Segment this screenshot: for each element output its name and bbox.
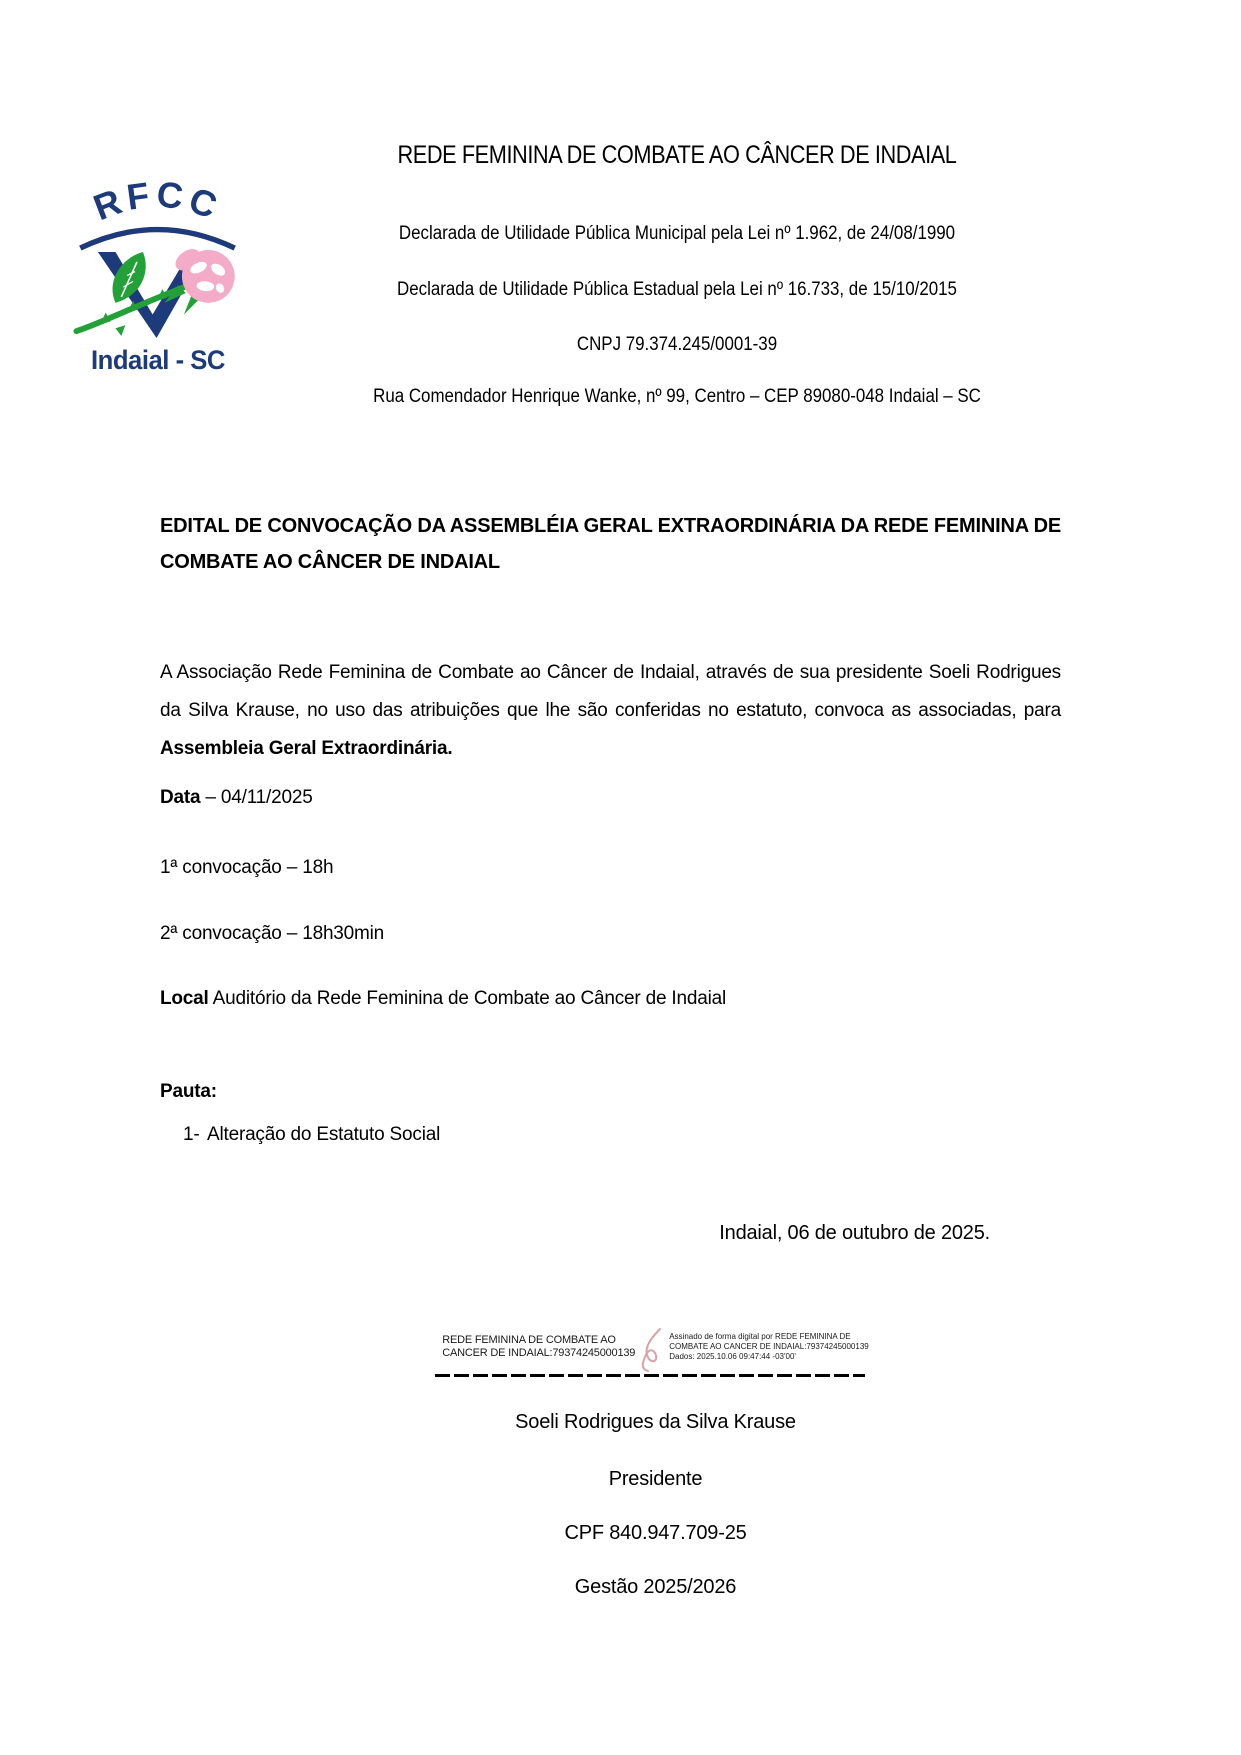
- first-call-line: 1ª convocação – 18h: [160, 857, 334, 878]
- digital-signature-stamp: [250, 1324, 1061, 1370]
- second-call-line: 2ª convocação – 18h30min: [160, 923, 385, 944]
- address-line: Rua Comendador Henrique Wanke, nº 99, Centro – CEP 89080-048 Indaial – SC: [373, 386, 981, 407]
- document-body: [160, 0, 1061, 1600]
- cnpj-line: CNPJ 79.374.245/0001-39: [576, 334, 778, 355]
- svg-text:RFCC: RFCC: [87, 173, 228, 229]
- certificate-name-line2: CANCER DE INDAIAL:79374245000139: [442, 1347, 636, 1359]
- date-place-line: Indaial, 06 de outubro de 2025.: [719, 1222, 990, 1244]
- signer-role: Presidente: [608, 1468, 703, 1490]
- declaration-estadual: Declarada de Utilidade Pública Estadual pela Lei nº 16.733, de 15/10/2015: [397, 279, 957, 300]
- certificate-name: [442, 1334, 635, 1361]
- local-line: [160, 980, 1061, 1018]
- local-label: Local: [160, 988, 209, 1009]
- digital-details-line1: Assinado de forma digital por REDE FEMININA DE: [669, 1332, 851, 1341]
- organization-title: REDE FEMININA DE COMBATE AO CÂNCER DE INDAIAL: [397, 141, 957, 169]
- pauta-item: [160, 1116, 1061, 1154]
- digital-details-line2: COMBATE AO CANCER DE INDAIAL:79374245000139: [669, 1342, 869, 1351]
- data-label: Data: [160, 787, 201, 808]
- pauta-item-text: Alteração do Estatuto Social: [207, 1124, 441, 1145]
- digital-details-line3: Dados: 2025.10.06 09:47:44 -03'00': [669, 1352, 796, 1361]
- declaration-municipal: Declarada de Utilidade Pública Municipal pela Lei nº 1.962, de 24/08/1990: [398, 223, 956, 244]
- certificate-name-line1: REDE FEMININA DE COMBATE AO: [442, 1333, 616, 1346]
- pauta-label: Pauta:: [160, 1081, 217, 1102]
- intro-bold-text: Assembleia Geral Extraordinária.: [160, 738, 453, 759]
- signature-line: [435, 1374, 865, 1377]
- edital-heading: EDITAL DE CONVOCAÇÃO DA ASSEMBLÉIA GERAL EXTRAORDINÁRIA DA REDE FEMININA DE COMBATE AO CÂNCER DE INDAIAL: [160, 515, 1061, 573]
- signer-name: Soeli Rodrigues da Silva Krause: [515, 1411, 796, 1433]
- intro-paragraph: [160, 654, 1061, 768]
- signer-term: Gestão 2025/2026: [574, 1576, 737, 1598]
- signature-flourish-icon: [638, 1327, 664, 1373]
- logo-city-label: Indaial - SC: [91, 345, 225, 375]
- data-line: [160, 779, 1061, 817]
- intro-regular-text: A Associação Rede Feminina de Combate ao Câncer de Indaial, através de sua presidente Soeli Rodrigues da Silva Krause, no uso das atribuições que lhe são conferidas no estatuto, convoca as associadas, para: [160, 662, 1061, 721]
- data-value: – 04/11/2025: [200, 787, 313, 808]
- signer-cpf: CPF 840.947.709-25: [564, 1522, 747, 1544]
- pauta-item-number: 1-: [183, 1124, 200, 1145]
- local-value: Auditório da Rede Feminina de Combate ao Câncer de Indaial: [208, 988, 726, 1009]
- digital-signature-details: [669, 1332, 869, 1362]
